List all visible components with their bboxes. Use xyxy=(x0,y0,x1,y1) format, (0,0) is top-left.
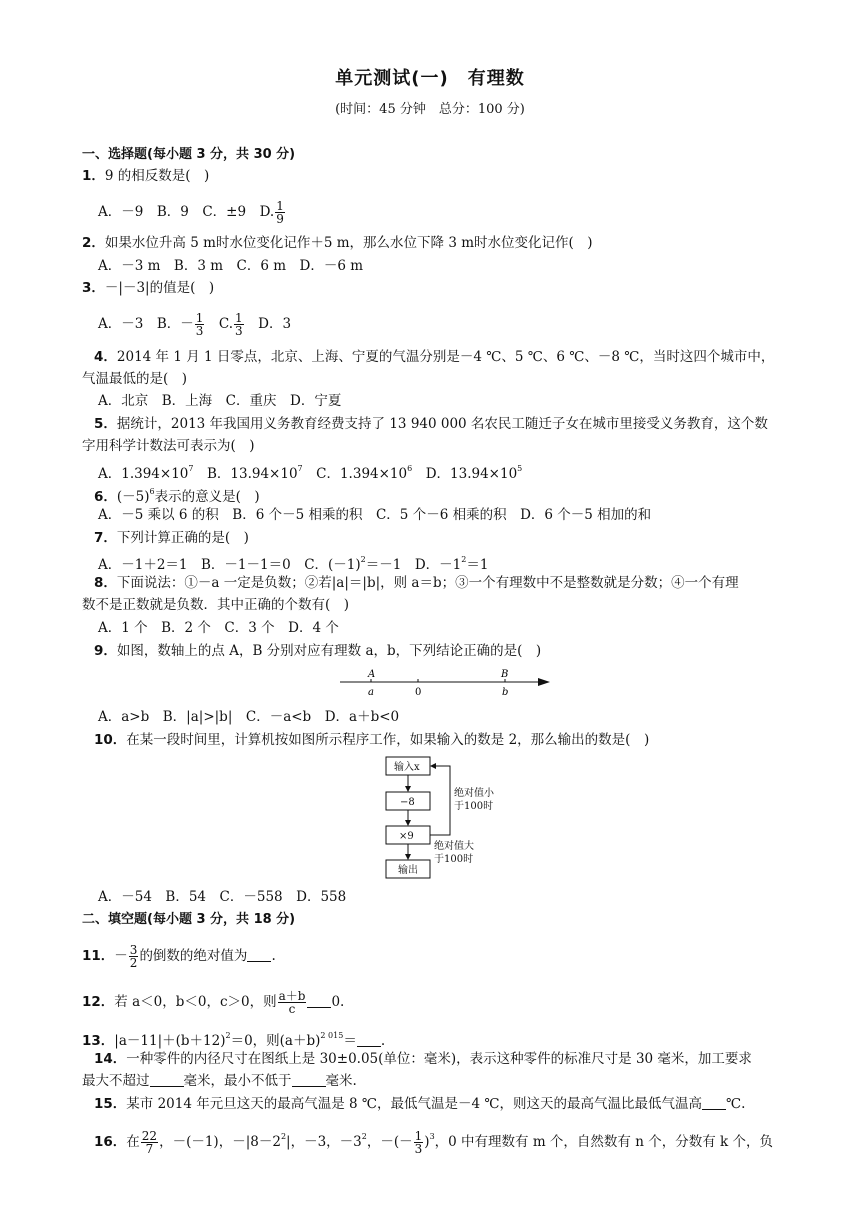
label-a: a xyxy=(368,687,374,698)
fraction: $\frac{1}{3}$ xyxy=(414,1129,423,1156)
question-number: 6． xyxy=(94,489,117,505)
fraction: $\frac{1}{3}$ xyxy=(235,311,243,338)
label-A: A xyxy=(368,669,376,680)
question-3-options xyxy=(98,312,291,337)
question-text: 在某一段时间里，计算机按如图所示程序工作，如果输入的数是 2，那么输出的数是( ) xyxy=(126,732,650,748)
section-heading-fill: 二、填空题(每小题 3 分，共 18 分) xyxy=(82,912,296,927)
question-text: 如图，数轴上的点 A，B 分别对应有理数 a，b，下列结论正确的是( ) xyxy=(116,643,542,659)
arrow-icon xyxy=(430,763,436,769)
question-4-cont: 气温最低的是( ) xyxy=(82,371,188,387)
question-10-options: A．－54 B．54 C．－558 D．558 xyxy=(98,889,347,905)
options-text: C. xyxy=(205,316,234,332)
question-text: 如果水位升高 5 m时水位变化记作＋5 m，那么水位下降 3 m时水位变化记作( ) xyxy=(104,235,593,251)
loop-note-1: 绝对值小 xyxy=(454,788,494,799)
question-number: 12． xyxy=(82,994,115,1010)
question-5-cont: 字用科学计数法可表示为( ) xyxy=(82,438,255,454)
question-number: 16． xyxy=(94,1134,127,1150)
arrow-icon xyxy=(405,820,411,826)
question-7-options: A．－1＋2＝1 B．－1－1＝0 C．$(-1)^2=-1$ D．$-1^2=1$ xyxy=(98,555,489,573)
options-text: A．－3 B．－ xyxy=(98,316,194,332)
question-number: 7． xyxy=(94,530,117,546)
question-2-options: A．－3 m B．3 m C．6 m D．－6 m xyxy=(98,258,364,274)
question-7 xyxy=(94,529,249,547)
options-text: D．3 xyxy=(244,316,292,332)
question-text: 下列计算正确的是( ) xyxy=(116,530,249,546)
label-zero: 0 xyxy=(415,687,422,698)
loop-line xyxy=(430,766,450,835)
arrow-head-icon xyxy=(538,678,550,686)
label-B: B xyxy=(501,669,509,680)
arrow-icon xyxy=(405,786,411,792)
exit-note-1: 绝对值大 xyxy=(434,841,474,852)
answer-blank[interactable] xyxy=(702,1097,726,1110)
question-number: 1． xyxy=(82,168,105,184)
question-number: 11． xyxy=(82,948,115,964)
flow-minus-label: −8 xyxy=(400,797,415,808)
question-4 xyxy=(94,348,774,366)
question-number: 15． xyxy=(94,1096,127,1112)
flowchart-figure xyxy=(380,754,520,884)
label-b: b xyxy=(502,687,509,698)
fraction: $\frac{1}{9}$ xyxy=(276,199,284,226)
question-number: 2． xyxy=(82,235,105,251)
question-number: 3． xyxy=(82,280,105,296)
page-title: 单元测试(一) 有理数 xyxy=(335,68,525,89)
question-text: 2014 年 1 月 1 日零点，北京、上海、宁夏的气温分别是－4 ℃、5 ℃、6 ℃、－8 ℃，当时这四个城市中， xyxy=(116,349,775,365)
question-8-options: A．1 个 B．2 个 C．3 个 D．4 个 xyxy=(98,620,339,636)
question-2 xyxy=(82,234,593,252)
exit-note-1b: 于100时 xyxy=(434,854,474,865)
question-6: 6．$(-5)^6$表示的意义是( ) xyxy=(94,487,260,505)
question-number: 4． xyxy=(94,349,117,365)
question-number: 10． xyxy=(94,732,127,748)
fraction: $\frac{a+b}{c}$ xyxy=(278,989,306,1016)
question-10 xyxy=(94,731,649,749)
question-1 xyxy=(82,167,209,185)
question-1-options xyxy=(98,200,286,225)
question-number: 8． xyxy=(94,575,117,591)
question-4-options: A．北京 B．上海 C．重庆 D．宁夏 xyxy=(98,393,342,409)
answer-blank[interactable] xyxy=(150,1074,184,1087)
question-8 xyxy=(94,574,739,592)
options-text: A．－9 B．9 C．±9 D. xyxy=(98,204,275,220)
flow-times-label: ×9 xyxy=(399,831,414,842)
question-text: 据统计，2013 年我国用义务教育经费支持了 13 940 000 名农民工随迁子女在城市里接受义务教育，这个数 xyxy=(116,416,768,432)
question-15: 15．某市 2014 年元旦这天的最高气温是 8 ℃，最低气温是－4 ℃，则这天的最高气温比最低气温高 ℃. xyxy=(94,1096,746,1112)
arrow-icon xyxy=(405,854,411,860)
question-number: 13． xyxy=(82,1033,115,1049)
question-9 xyxy=(94,642,541,660)
fraction: $\frac{1}{3}$ xyxy=(195,311,204,338)
question-9-options: A．a>b B．|a|>|b| C．－a<b D．a＋b<0 xyxy=(98,709,400,725)
answer-blank[interactable] xyxy=(307,995,331,1008)
question-14-cont: 最大不超过 毫米，最小不低于 毫米. xyxy=(82,1073,357,1089)
question-text: 下面说法：①－a 一定是负数；②若|a|＝|b|，则 a＝b；③一个有理数中不是整数就是分数；④一个有理 xyxy=(116,575,739,591)
answer-blank[interactable] xyxy=(292,1074,326,1087)
question-text: 9 的相反数是( ) xyxy=(104,168,210,184)
page-subtitle: (时间：45 分钟 总分：100 分) xyxy=(335,102,525,117)
section-heading-choice: 一、选择题(每小题 3 分，共 30 分) xyxy=(82,147,296,162)
flow-input-label: 输入x xyxy=(394,762,420,773)
question-text: －|－3|的值是( ) xyxy=(104,280,215,296)
question-11: 11．－ $\frac{3}{2}$ 的倒数的绝对值为 . xyxy=(82,943,276,970)
fraction: $\frac{3}{2}$ xyxy=(129,943,138,970)
question-3 xyxy=(82,279,214,297)
question-12: 12．若 a＜0，b＜0，c＞0，则 $\frac{a+b}{c}$ 0. xyxy=(82,989,345,1016)
question-5-options: A．$1.394\times 10^7$ B．$13.94\times 10^7$ C．$1.394\times 10^6$ D．$13.94\times 10^5$ xyxy=(98,464,523,482)
number-line-figure xyxy=(330,665,560,701)
question-16: 16．在 $\frac{22}{7}$ ，－(－1)，$-|8-2^2|$，－3，$-3^2$，－(－ $\frac{1}{3}$ )$^3$，0 中有理数有 m 个，自然数有 n 个，分数有 k 个，负 xyxy=(94,1129,773,1156)
flow-output-label: 输出 xyxy=(398,865,418,876)
loop-note-1b: 于100时 xyxy=(454,801,494,812)
question-8-cont: 数不是正数就是负数．其中正确的个数有( ) xyxy=(82,597,350,613)
fraction: $\frac{22}{7}$ xyxy=(141,1129,158,1156)
question-number: 14． xyxy=(94,1051,127,1067)
answer-blank[interactable] xyxy=(357,1034,381,1047)
question-5 xyxy=(94,415,768,433)
question-13: 13．$|a-11|+(b+12)^2=0$，则$(a+b)^{2 015}=$ . xyxy=(82,1031,386,1049)
answer-blank[interactable] xyxy=(247,949,271,962)
question-6-options: A．－5 乘以 6 的积 B．6 个－5 相乘的积 C．5 个－6 相乘的积 D．6 个－5 相加的和 xyxy=(98,507,652,523)
question-number: 9． xyxy=(94,643,117,659)
question-number: 5． xyxy=(94,416,117,432)
question-14: 14．一种零件的内径尺寸在图纸上是 30±0.05(单位：毫米)，表示这种零件的标准尺寸是 30 毫米，加工要求 xyxy=(94,1051,752,1067)
